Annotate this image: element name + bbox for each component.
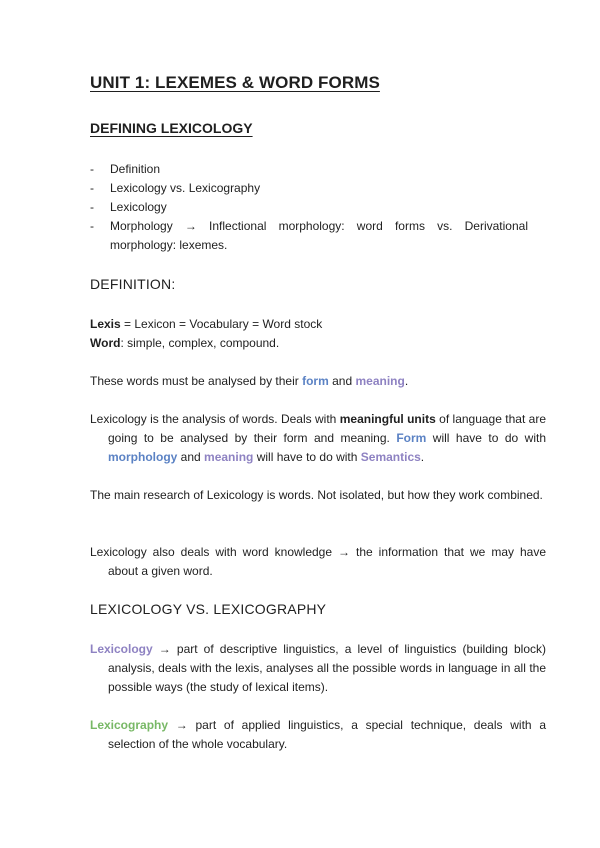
word-knowledge-paragraph: Lexicology also deals with word knowledge → the information that we may have about a given word. [90,545,546,578]
list-item: - Morphology → Inflectional morphology: word forms vs. Derivational morphology: lexemes. [90,217,528,255]
lexicology-definition [90,640,546,697]
text-run: and [177,450,205,464]
section-heading: DEFINING LEXICOLOGY [90,120,253,136]
text-run: of language that are going to be analysed by their form and meaning. [108,412,547,445]
word-rest: : simple, complex, compound. [120,336,280,350]
lexis-line [90,315,528,334]
text-run: . [404,374,409,388]
page-title: UNIT 1: LEXEMES & WORD FORMS [90,73,380,92]
lexis-term: Lexis [90,317,121,331]
lex-vs-heading: LEXICOLOGY VS. LEXICOGRAPHY [90,601,327,617]
text-run: and [328,374,356,388]
lexicology-term: Lexicology [90,642,153,656]
meaningful-units-term: meaningful units [339,412,436,426]
list-item: - Lexicology [90,198,528,217]
form-term: Form [396,431,427,445]
text-run: These words must be analysed by their [90,374,303,388]
morphology-term: morphology [108,450,178,464]
text-run: → part of descriptive linguistics, a level of linguistics (building block) analysis, deals with the lexis, analyses all the possible words in language in all the possible ways (the study of lexical items). [108,642,546,694]
text-run: . [420,450,425,464]
word-line [90,334,528,353]
text-run: → part of applied linguistics, a special technique, deals with a selection of the whole vocabulary. [108,718,546,751]
lexicology-paragraph [90,410,546,467]
list-item: - Definition [90,160,528,179]
word-term: Word [90,336,121,350]
semantics-term: Semantics [360,450,421,464]
research-paragraph: The main research of Lexicology is words. Not isolated, but how they work combined. [90,488,543,502]
lexicography-definition [90,716,546,754]
meaning-term: meaning [355,374,405,388]
definition-heading: DEFINITION: [90,276,176,292]
text-run: will have to do with [253,450,361,464]
analysed-line [90,372,528,391]
lexicography-term: Lexicography [90,718,169,732]
text-run: Lexicology is the analysis of words. Deals with [90,412,340,426]
text-run: will have to do with [426,431,546,445]
lexis-rest: = Lexicon = Vocabulary = Word stock [120,317,323,331]
list-item: - Lexicology vs. Lexicography [90,179,528,198]
form-term: form [302,374,329,388]
meaning-term: meaning [204,450,254,464]
topic-list [90,160,528,255]
